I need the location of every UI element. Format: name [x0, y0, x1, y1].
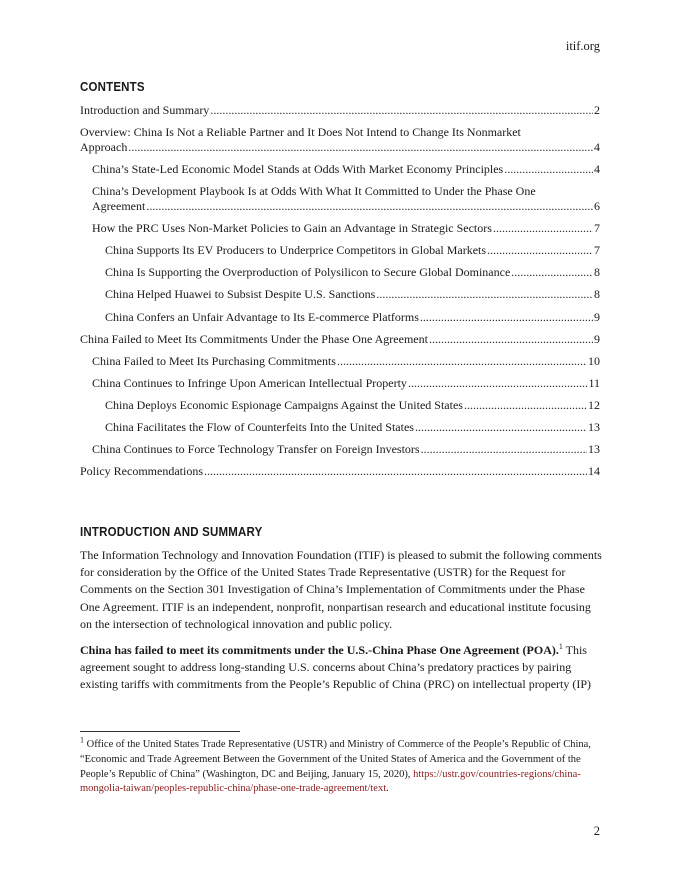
toc-entry-state-led-model[interactable]: China’s State-Led Economic Model Stands at Odds With Market Economy Principles ..... 4	[80, 162, 600, 184]
toc-entry-ecommerce[interactable]: China Confers an Unfair Advantage to Its E-commerce Platforms ..... 9	[80, 310, 600, 332]
footnote-divider	[80, 731, 240, 732]
footnote-ref[interactable]: 1	[558, 642, 563, 651]
footnote-text: Office of the United States Trade Representative (USTR) and Ministry of Commerce of the People’s Republic of China, “Economic and Trade Agreement Between the Government of the United States of America and the Government of the People’s Republic of China” (Washington, DC and Beijing, January 15, 2020),	[80, 739, 591, 780]
toc-entry-introduction[interactable]: Introduction and Summary ..... 2	[80, 103, 600, 125]
intro-paragraph-2-lead: China has failed to meet its commitments under the U.S.-China Phase One Agreement (POA).	[80, 643, 559, 657]
contents-heading: CONTENTS	[80, 80, 145, 94]
toc-entry-failed-commitments[interactable]: China Failed to Meet Its Commitments Under the Phase One Agreement ..... 9	[80, 332, 600, 354]
introduction-heading: INTRODUCTION AND SUMMARY	[80, 525, 263, 539]
footnote-end: .	[386, 783, 389, 795]
toc-entry-development-playbook[interactable]: China’s Development Playbook Is at Odds With What It Committed to Under the Phase One Agreement ..... 6	[80, 184, 600, 221]
toc-entry-ev-producers[interactable]: China Supports Its EV Producers to Underprice Competitors in Global Markets ..... 7	[80, 243, 600, 265]
toc-entry-non-market-policies[interactable]: How the PRC Uses Non-Market Policies to Gain an Advantage in Strategic Sectors ..... 7	[80, 221, 600, 243]
intro-paragraph-2-rest: This agreement sought to address long-standing U.S. concerns about China’s predatory practices by pairing existing tariffs with commitments from the People’s Republic of China (PRC) on intellectual property (IP)	[80, 643, 592, 692]
site-url: itif.org	[565, 39, 600, 53]
toc-entry-huawei[interactable]: China Helped Huawei to Subsist Despite U.S. Sanctions ..... 8	[80, 287, 600, 309]
toc-entry-overview[interactable]: Overview: China Is Not a Reliable Partner and It Does Not Intend to Change Its Nonmarket Approach ..... 4	[80, 125, 600, 162]
toc-entry-espionage[interactable]: China Deploys Economic Espionage Campaigns Against the United States ..... 12	[80, 398, 600, 420]
intro-paragraph-1: The Information Technology and Innovation Foundation (ITIF) is pleased to submit the following comments for consideration by the Office of the United States Trade Representative (USTR) for the Request for Comments on the Section 301 Investigation of China’s Implementation of Commitments under the Phase One Agreement. ITIF is an independent, nonprofit, nonpartisan research and educational institute focusing on the intersection of technological innovation and public policy.	[80, 548, 602, 631]
toc-entry-intellectual-property[interactable]: China Continues to Infringe Upon American Intellectual Property ..... 11	[80, 376, 600, 398]
page-number: 2	[593, 824, 600, 838]
intro-paragraph-2	[80, 642, 602, 694]
toc-entry-purchasing[interactable]: China Failed to Meet Its Purchasing Commitments ..... 10	[80, 354, 600, 376]
footnote-link[interactable]: https://ustr.gov/countries-regions/china-mongolia-taiwan/peoples-republic-china/phase-one-trade-agreement/text	[80, 768, 581, 795]
table-of-contents	[80, 103, 600, 486]
toc-entry-policy-recommendations[interactable]: Policy Recommendations ..... 14	[80, 464, 600, 486]
footnote-1	[80, 735, 600, 797]
toc-entry-polysilicon[interactable]: China Is Supporting the Overproduction of Polysilicon to Secure Global Dominance ..... 8	[80, 265, 600, 287]
footnote-number: 1	[80, 735, 84, 745]
toc-entry-technology-transfer[interactable]: China Continues to Force Technology Transfer on Foreign Investors ..... 13	[80, 442, 600, 464]
toc-entry-counterfeits[interactable]: China Facilitates the Flow of Counterfeits Into the United States ..... 13	[80, 420, 600, 442]
